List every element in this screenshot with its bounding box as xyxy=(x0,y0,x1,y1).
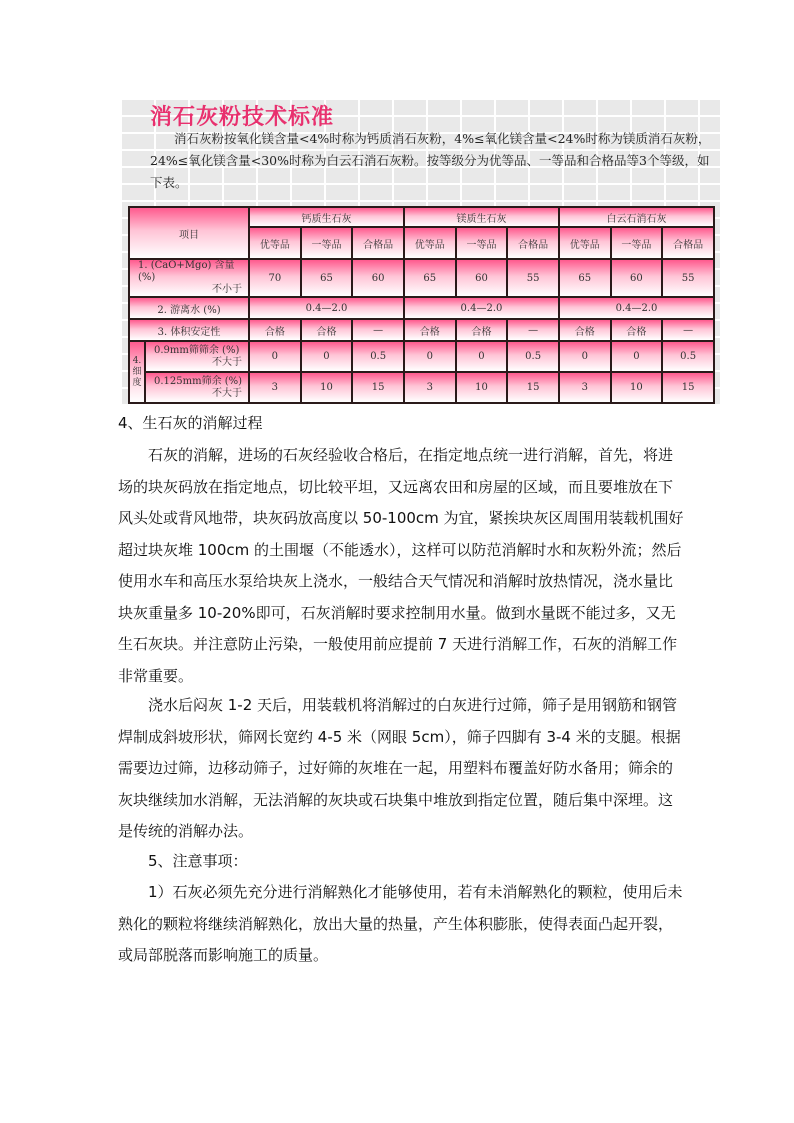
fineness-label: 4. 细度 xyxy=(129,341,145,403)
row-label-sub: 不小于 xyxy=(212,284,242,295)
value-cell: 10 xyxy=(456,372,508,403)
value-cell: 0 xyxy=(249,341,301,372)
row-label-sub: 不大于 xyxy=(212,387,242,399)
value-cell: 15 xyxy=(352,372,404,403)
paragraph-slaking: 石灰的消解，进场的石灰经验收合格后，在指定地点统一进行消解，首先，将进场的块灰码放在指定地点，切比较平坦，又远离农田和房屋的区域，而且要堆放在下风头处或背风地带，块灰码放高度以 50-100cm 为宜，紧挨块灰区周围用装载机围好超过块灰堆 100cm 的土围堰（不能透水），这样可以防范消解时水和灰粉外流；然后使用水车和高压水泵给块灰上浇水，一般结合天气情况和消解时放热情况，浇水量比块灰重量多 10-20%即可，石灰消解时要求控制用水量。做到水量既不能过多，又无生石灰块。并注意防止污染，一般使用前应提前 7 天进行消解工作，石灰的消解工作非常重要。 xyxy=(118,446,684,685)
row-label-sub: 不大于 xyxy=(212,356,242,368)
value-cell: 0 xyxy=(404,341,456,372)
value-cell: 15 xyxy=(662,372,714,403)
value-cell: 0.5 xyxy=(507,341,559,372)
row-label-text: 0.9mm筛筛余 (%) xyxy=(154,344,240,356)
value-cell: 合格 xyxy=(559,319,611,341)
grade-cell: 优等品 xyxy=(559,227,611,259)
grade-cell: 优等品 xyxy=(404,227,456,259)
table-row xyxy=(129,259,714,297)
row-label xyxy=(145,372,249,403)
header-group: 镁质生石灰 xyxy=(404,207,559,227)
value-cell: 70 xyxy=(249,259,301,297)
paragraph-sieving: 浇水后闷灰 1-2 天后，用装载机将消解过的白灰进行过筛，筛子是用钢筋和钢管焊制成斜坡形状，筛网长宽约 4-5 米（网眼 5cm），筛子四脚有 3-4 米的支腿。根据需要边过筛，边移动筛子，过好筛的灰堆在一起，用塑料布覆盖好防水备用；筛余的灰块继续加水消解，无法消解的灰块或石块集中堆放到指定位置，随后集中深埋。这是传统的消解办法。 xyxy=(118,696,681,840)
standard-picture xyxy=(120,98,720,406)
value-cell: 3 xyxy=(559,372,611,403)
spec-table xyxy=(128,206,715,404)
table-row xyxy=(129,372,714,403)
row-label-text: 1. (CaO+Mgo) 含量 (%) xyxy=(138,260,235,283)
header-group: 钙质生石灰 xyxy=(249,207,404,227)
grade-cell: 合格品 xyxy=(507,227,559,259)
table-row xyxy=(129,341,714,372)
value-cell: 65 xyxy=(301,259,353,297)
row-label: 3. 体积安定性 xyxy=(129,319,249,341)
value-cell: 合格 xyxy=(301,319,353,341)
value-cell: 合格 xyxy=(456,319,508,341)
value-cell: 65 xyxy=(404,259,456,297)
section-4-heading: 4、生石灰的消解过程 xyxy=(118,414,263,432)
grade-cell: 优等品 xyxy=(249,227,301,259)
picture-intro: 消石灰粉按氧化镁含量<4%时称为钙质消石灰粉，4%≤氧化镁含量<24%时称为镁质消石灰粉，24%≤氧化镁含量<30%时称为白云石消石灰粉。按等级分为优等品、一等品和合格品等3个等级，如下表。 xyxy=(150,131,711,190)
value-cell: 合格 xyxy=(249,319,301,341)
row-label xyxy=(145,341,249,372)
value-cell: 60 xyxy=(456,259,508,297)
value-cell: 3 xyxy=(249,372,301,403)
picture-title: 消石灰粉技术标准 xyxy=(150,104,335,130)
grade-cell: 一等品 xyxy=(301,227,353,259)
value-cell: 0 xyxy=(456,341,508,372)
value-cell: 0 xyxy=(301,341,353,372)
value-cell: — xyxy=(352,319,404,341)
grade-cell: 一等品 xyxy=(611,227,663,259)
value-cell: 合格 xyxy=(611,319,663,341)
value-cell: 0.5 xyxy=(662,341,714,372)
value-cell: 0.5 xyxy=(352,341,404,372)
value-cell: 60 xyxy=(352,259,404,297)
grade-cell: 一等品 xyxy=(456,227,508,259)
header-item: 项目 xyxy=(129,207,249,259)
value-cell: 60 xyxy=(611,259,663,297)
row-label-text: 0.125mm筛余 (%) xyxy=(154,375,243,387)
table-header-row xyxy=(129,207,714,227)
value-cell: — xyxy=(662,319,714,341)
section-5-heading: 5、注意事项： xyxy=(148,852,248,870)
table-row xyxy=(129,319,714,341)
value-cell: — xyxy=(507,319,559,341)
value-cell: 55 xyxy=(662,259,714,297)
grade-cell: 合格品 xyxy=(662,227,714,259)
value-cell: 65 xyxy=(559,259,611,297)
value-cell: 55 xyxy=(507,259,559,297)
value-cell: 10 xyxy=(301,372,353,403)
grade-cell: 合格品 xyxy=(352,227,404,259)
value-cell: 0.4—2.0 xyxy=(559,297,714,319)
value-cell: 10 xyxy=(611,372,663,403)
row-label: 2. 游离水 (%) xyxy=(129,297,249,319)
value-cell: 合格 xyxy=(404,319,456,341)
value-cell: 0.4—2.0 xyxy=(249,297,404,319)
value-cell: 0.4—2.0 xyxy=(404,297,559,319)
value-cell: 0 xyxy=(611,341,663,372)
header-group: 白云石消石灰 xyxy=(559,207,714,227)
value-cell: 3 xyxy=(404,372,456,403)
paragraph-note-1: 1）石灰必须先充分进行消解熟化才能够使用，若有未消解熟化的颗粒，使用后未熟化的颗粒将继续消解熟化，放出大量的热量，产生体积膨胀，使得表面凸起开裂，或局部脱落而影响施工的质量。 xyxy=(118,883,683,964)
row-label xyxy=(129,259,249,297)
value-cell: 0 xyxy=(559,341,611,372)
value-cell: 15 xyxy=(507,372,559,403)
table-row xyxy=(129,297,714,319)
